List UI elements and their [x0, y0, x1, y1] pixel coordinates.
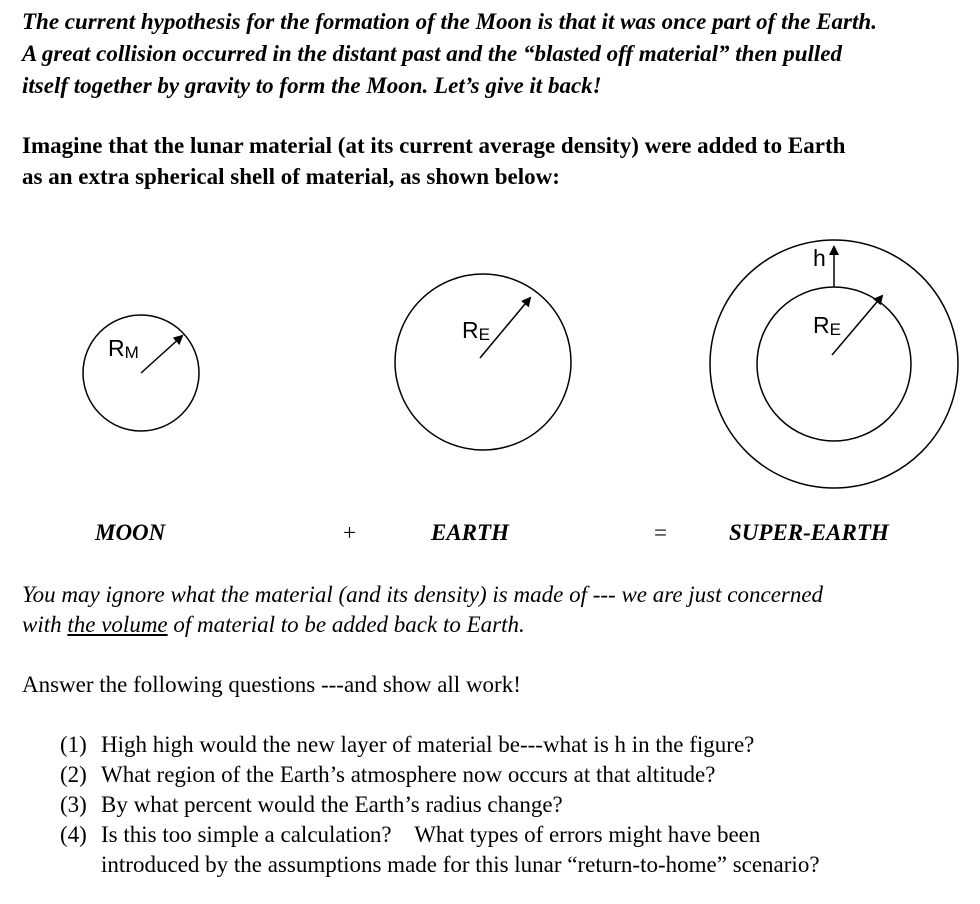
earth-radius-label: RE: [462, 317, 490, 344]
imagine-paragraph: [22, 130, 972, 192]
super-earth-inner-circle: [757, 287, 911, 441]
imagine-line-2: as an extra spherical shell of material, as shown below:: [22, 164, 560, 189]
note-line-2-prefix: with: [22, 612, 68, 637]
question-number: (2): [60, 762, 87, 787]
intro-line-2: A great collision occurred in the distant past and the “blasted off material” then pulled: [22, 41, 842, 66]
super-earth-diagram: [710, 240, 958, 488]
intro-line-1: The current hypothesis for the formation of the Moon is that it was once part of the Earth.: [22, 9, 877, 34]
question-number: (3): [60, 792, 87, 817]
answer-prompt: Answer the following questions ---and show all work!: [22, 672, 521, 697]
question-text: High high would the new layer of material be---what is h in the figure?: [101, 732, 755, 757]
moon-diagram: [83, 315, 199, 431]
note-line-1: You may ignore what the material (and its density) is made of --- we are just concerned: [22, 582, 824, 607]
moon-radius-label: RM: [108, 335, 139, 362]
intro-paragraph: [22, 6, 972, 102]
note-volume-emphasis: the volume: [67, 612, 168, 637]
question-text: What region of the Earth’s atmosphere now occurs at that altitude?: [101, 762, 716, 787]
note-line-2: [22, 610, 972, 640]
moon-earth-diagram: [0, 225, 980, 505]
caption-plus: +: [343, 520, 356, 545]
super-earth-radius-label: RE: [813, 312, 841, 339]
caption-equals: =: [654, 520, 667, 545]
caption-moon: MOON: [95, 520, 166, 545]
h-label: h: [813, 245, 826, 271]
question-2: [60, 760, 970, 790]
question-3: [60, 790, 970, 820]
imagine-line-1: Imagine that the lunar material (at its current average density) were added to Earth: [22, 133, 846, 158]
caption-earth: EARTH: [431, 520, 509, 545]
moon-radius-arrow: [141, 336, 182, 373]
note-paragraph: [22, 580, 972, 640]
note-line-2-suffix: of material to be added back to Earth.: [167, 612, 525, 637]
question-1: [60, 730, 970, 760]
caption-super-earth: SUPER-EARTH: [729, 520, 889, 545]
question-list: [60, 730, 970, 880]
question-number: (1): [60, 732, 87, 757]
intro-line-3: itself together by gravity to form the Moon. Let’s give it back!: [22, 73, 602, 98]
question-4-continued: introduced by the assumptions made for this lunar “return-to-home” scenario?: [101, 852, 820, 877]
earth-diagram: [395, 274, 571, 450]
question-text: By what percent would the Earth’s radius change?: [101, 792, 563, 817]
question-number: (4): [60, 822, 87, 847]
earth-circle: [395, 274, 571, 450]
question-4: [60, 820, 970, 850]
question-text: Is this too simple a calculation? What types of errors might have been: [101, 822, 761, 847]
